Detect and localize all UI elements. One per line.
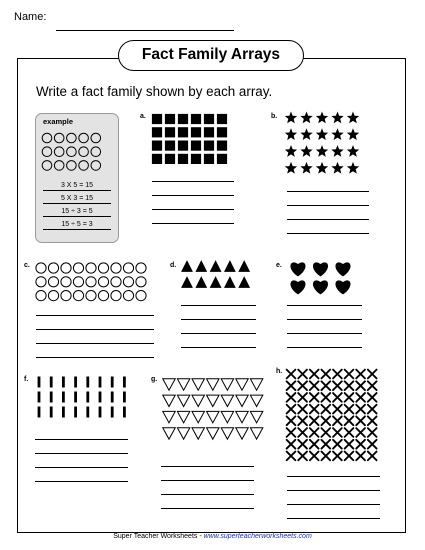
array-f-vertical-bar-r3c7 xyxy=(111,407,114,418)
array-h-x-mark-r7c7 xyxy=(356,440,365,449)
example-circle-r1c1 xyxy=(42,133,52,143)
array-a-square-r2c5 xyxy=(204,127,214,137)
example-equation-1: 3 X 5 = 15 xyxy=(60,182,94,189)
array-h-x-mark-r6c6 xyxy=(345,428,354,437)
array-h-x-mark-r3c1 xyxy=(287,393,296,402)
array-h-x-mark-r6c5 xyxy=(333,428,342,437)
array-e-heart-r2c1 xyxy=(290,280,305,294)
array-c-circle-r3c5 xyxy=(86,291,96,301)
array-b-star-r2c2 xyxy=(300,128,312,140)
array-c-circle-r2c8 xyxy=(123,277,133,287)
array-g-triangle-down-outline-r2c4 xyxy=(207,395,220,406)
array-h-x-mark-r7c2 xyxy=(298,440,307,449)
example-circle-r3c2 xyxy=(54,161,64,171)
array-f-vertical-bar-r3c1 xyxy=(38,407,41,418)
array-c-circle-r1c5 xyxy=(86,263,96,273)
array-b-star-r3c1 xyxy=(285,145,297,157)
array-h-x-mark-r7c6 xyxy=(345,440,354,449)
array-h-x-mark-r8c5 xyxy=(333,452,342,461)
array-a-square-r1c4 xyxy=(191,114,201,124)
array-g-triangle-down-outline-r2c5 xyxy=(221,395,234,406)
array-f-vertical-bar-r1c3 xyxy=(62,377,65,388)
array-b-star-r4c2 xyxy=(300,162,312,174)
array-a-square-r3c3 xyxy=(178,141,188,151)
array-c-circle-r3c7 xyxy=(111,291,121,301)
array-b-star-r1c4 xyxy=(331,112,343,124)
array-h-x-mark-r3c7 xyxy=(356,393,365,402)
example-circle-r1c2 xyxy=(54,133,64,143)
array-f-vertical-bar-r1c6 xyxy=(99,377,102,388)
example-circle-r2c5 xyxy=(91,147,101,157)
array-h-x-mark-r3c8 xyxy=(368,393,377,402)
array-d-triangle-r2c5 xyxy=(238,276,250,288)
array-h-x-mark-r2c8 xyxy=(368,381,377,390)
array-a-square-r4c2 xyxy=(165,154,175,164)
array-b-star-r1c2 xyxy=(300,112,312,124)
array-e-heart-r1c1 xyxy=(290,262,305,276)
array-h-x-mark-r3c4 xyxy=(321,393,330,402)
array-h-x-mark-r1c1 xyxy=(287,370,296,379)
array-b-star-r2c4 xyxy=(331,128,343,140)
array-g-triangle-down-outline-r4c1 xyxy=(163,428,176,439)
array-a-square-r2c4 xyxy=(191,127,201,137)
example-circle-r3c4 xyxy=(79,161,89,171)
array-d-triangle-r1c1 xyxy=(181,260,193,272)
array-b-star-r3c2 xyxy=(300,145,312,157)
example-circle-r1c4 xyxy=(79,133,89,143)
array-f-vertical-bar-r3c8 xyxy=(123,407,126,418)
array-f-vertical-bar-r3c2 xyxy=(50,407,53,418)
array-c-circle-r2c6 xyxy=(98,277,108,287)
problem-letter-b: b. xyxy=(271,113,278,120)
array-g-triangle-down-outline-r1c6 xyxy=(236,379,249,390)
array-b-star-r4c3 xyxy=(316,162,328,174)
array-c-circle-r3c4 xyxy=(73,291,83,301)
array-h-x-mark-r2c5 xyxy=(333,381,342,390)
array-g-triangle-down-outline-r4c5 xyxy=(221,428,234,439)
array-a-square-r4c3 xyxy=(178,154,188,164)
footer xyxy=(0,533,425,540)
array-h-x-mark-r8c7 xyxy=(356,452,365,461)
array-h-x-mark-r8c3 xyxy=(310,452,319,461)
array-h-x-mark-r5c3 xyxy=(310,416,319,425)
array-h-x-mark-r1c2 xyxy=(298,370,307,379)
array-a-square-r1c3 xyxy=(178,114,188,124)
array-a-square-r2c1 xyxy=(152,127,162,137)
array-g-triangle-down-outline-r2c6 xyxy=(236,395,249,406)
array-f-vertical-bar-r3c6 xyxy=(99,407,102,418)
array-h-x-mark-r4c6 xyxy=(345,405,354,414)
array-g-triangle-down-outline-r1c3 xyxy=(192,379,205,390)
array-g-triangle-down-outline-r4c6 xyxy=(236,428,249,439)
example-circle-r3c5 xyxy=(91,161,101,171)
instructions: Write a fact family shown by each array. xyxy=(36,84,273,99)
problem-letter-d: d. xyxy=(170,262,177,269)
array-e-heart-r1c3 xyxy=(335,262,350,276)
array-c-circle-r2c1 xyxy=(36,277,46,287)
array-f-vertical-bar-r2c2 xyxy=(50,392,53,403)
array-g-triangle-down-outline-r1c7 xyxy=(250,379,263,390)
array-f-vertical-bar-r1c8 xyxy=(123,377,126,388)
array-g-triangle-down-outline-r1c5 xyxy=(221,379,234,390)
array-c-circle-r1c9 xyxy=(136,263,146,273)
array-d-triangle-r1c4 xyxy=(224,260,236,272)
array-a-square-r1c1 xyxy=(152,114,162,124)
array-d-triangle-r2c3 xyxy=(210,276,222,288)
array-c-circle-r2c3 xyxy=(61,277,71,287)
example-label: example xyxy=(43,117,74,126)
array-h-x-mark-r8c2 xyxy=(298,452,307,461)
example-circle-r2c2 xyxy=(54,147,64,157)
array-h-x-mark-r6c4 xyxy=(321,428,330,437)
array-c-circle-r3c2 xyxy=(48,291,58,301)
array-d-triangle-r2c2 xyxy=(195,276,207,288)
array-f-vertical-bar-r1c2 xyxy=(50,377,53,388)
array-h-x-mark-r1c4 xyxy=(321,370,330,379)
array-f-vertical-bar-r2c3 xyxy=(62,392,65,403)
array-h-x-mark-r1c8 xyxy=(368,370,377,379)
array-g-triangle-down-outline-r1c4 xyxy=(207,379,220,390)
array-h-x-mark-r7c5 xyxy=(333,440,342,449)
array-c-circle-r3c9 xyxy=(136,291,146,301)
array-h-x-mark-r5c2 xyxy=(298,416,307,425)
array-g-triangle-down-outline-r2c1 xyxy=(163,395,176,406)
array-a-square-r4c1 xyxy=(152,154,162,164)
footer-url-link[interactable]: www.superteacherworksheets.com xyxy=(203,533,312,540)
array-g-triangle-down-outline-r3c7 xyxy=(250,411,263,422)
array-g-triangle-down-outline-r4c4 xyxy=(207,428,220,439)
array-b-star-r3c4 xyxy=(331,145,343,157)
array-c-circle-r1c4 xyxy=(73,263,83,273)
array-b-star-r4c5 xyxy=(347,162,359,174)
array-h-x-mark-r5c6 xyxy=(345,416,354,425)
array-h-x-mark-r8c8 xyxy=(368,452,377,461)
array-b-star-r1c1 xyxy=(285,112,297,124)
array-d-triangle-r1c5 xyxy=(238,260,250,272)
array-h-x-mark-r5c8 xyxy=(368,416,377,425)
array-d-triangle-r1c3 xyxy=(210,260,222,272)
array-c-circle-r3c8 xyxy=(123,291,133,301)
array-a-square-r2c3 xyxy=(178,127,188,137)
array-g-triangle-down-outline-r4c3 xyxy=(192,428,205,439)
array-c-circle-r2c9 xyxy=(136,277,146,287)
array-h-x-mark-r4c4 xyxy=(321,405,330,414)
example-circle-r3c3 xyxy=(67,161,77,171)
array-g-triangle-down-outline-r2c7 xyxy=(250,395,263,406)
array-h-x-mark-r4c2 xyxy=(298,405,307,414)
array-g-triangle-down-outline-r3c4 xyxy=(207,411,220,422)
page-title: Fact Family Arrays xyxy=(118,40,304,71)
array-b-star-r3c3 xyxy=(316,145,328,157)
array-b-star-r1c5 xyxy=(347,112,359,124)
array-h-x-mark-r4c8 xyxy=(368,405,377,414)
array-a-square-r3c2 xyxy=(165,141,175,151)
array-f-vertical-bar-r2c8 xyxy=(123,392,126,403)
array-h-x-mark-r8c6 xyxy=(345,452,354,461)
array-d-triangle-r2c1 xyxy=(181,276,193,288)
array-c-circle-r2c4 xyxy=(73,277,83,287)
example-equation-2: 5 X 3 = 15 xyxy=(60,195,94,202)
array-b-star-r4c4 xyxy=(331,162,343,174)
array-c-circle-r1c3 xyxy=(61,263,71,273)
array-a-square-r1c2 xyxy=(165,114,175,124)
array-h-x-mark-r2c7 xyxy=(356,381,365,390)
array-c-circle-r1c8 xyxy=(123,263,133,273)
array-f-vertical-bar-r1c7 xyxy=(111,377,114,388)
array-a-square-r3c6 xyxy=(217,141,227,151)
array-h-x-mark-r5c1 xyxy=(287,416,296,425)
array-c-circle-r2c2 xyxy=(48,277,58,287)
array-c-circle-r3c6 xyxy=(98,291,108,301)
problem-letter-e: e. xyxy=(276,262,282,269)
example-circle-r1c3 xyxy=(67,133,77,143)
array-g-triangle-down-outline-r4c2 xyxy=(177,428,190,439)
array-b-star-r2c3 xyxy=(316,128,328,140)
array-h-x-mark-r2c2 xyxy=(298,381,307,390)
array-g-triangle-down-outline-r3c2 xyxy=(177,411,190,422)
problem-letter-f: f. xyxy=(24,376,29,383)
name-label: Name: xyxy=(14,11,47,23)
array-b-star-r3c5 xyxy=(347,145,359,157)
array-h-x-mark-r3c6 xyxy=(345,393,354,402)
array-a-square-r4c6 xyxy=(217,154,227,164)
array-f-vertical-bar-r1c4 xyxy=(74,377,77,388)
array-h-x-mark-r5c7 xyxy=(356,416,365,425)
array-h-x-mark-r2c3 xyxy=(310,381,319,390)
example-circle-r2c4 xyxy=(79,147,89,157)
array-f-vertical-bar-r2c7 xyxy=(111,392,114,403)
array-c-circle-r3c1 xyxy=(36,291,46,301)
array-f-vertical-bar-r3c5 xyxy=(86,407,89,418)
array-h-x-mark-r6c3 xyxy=(310,428,319,437)
example-equation-3: 15 ÷ 3 = 5 xyxy=(61,208,93,215)
array-h-x-mark-r1c6 xyxy=(345,370,354,379)
array-a-square-r1c5 xyxy=(204,114,214,124)
array-e-heart-r2c2 xyxy=(313,280,328,294)
array-h-x-mark-r5c4 xyxy=(321,416,330,425)
array-h-x-mark-r6c2 xyxy=(298,428,307,437)
array-g-triangle-down-outline-r3c1 xyxy=(163,411,176,422)
array-g-triangle-down-outline-r1c2 xyxy=(177,379,190,390)
problem-letter-h: h. xyxy=(276,368,283,375)
array-a-square-r4c4 xyxy=(191,154,201,164)
array-c-circle-r1c7 xyxy=(111,263,121,273)
array-g-triangle-down-outline-r3c5 xyxy=(221,411,234,422)
array-a-square-r2c2 xyxy=(165,127,175,137)
array-f-vertical-bar-r2c5 xyxy=(86,392,89,403)
problem-letter-a: a. xyxy=(140,113,146,120)
problem-letter-c: c. xyxy=(24,262,30,269)
array-g-triangle-down-outline-r1c1 xyxy=(163,379,176,390)
array-f-vertical-bar-r1c5 xyxy=(86,377,89,388)
array-g-triangle-down-outline-r4c7 xyxy=(250,428,263,439)
array-b-star-r2c5 xyxy=(347,128,359,140)
array-c-circle-r2c5 xyxy=(86,277,96,287)
array-h-x-mark-r3c3 xyxy=(310,393,319,402)
array-c-circle-r2c7 xyxy=(111,277,121,287)
array-h-x-mark-r4c7 xyxy=(356,405,365,414)
array-h-x-mark-r1c5 xyxy=(333,370,342,379)
array-f-vertical-bar-r2c1 xyxy=(38,392,41,403)
problem-letter-g: g. xyxy=(151,376,158,383)
array-h-x-mark-r4c1 xyxy=(287,405,296,414)
array-h-x-mark-r8c4 xyxy=(321,452,330,461)
example-circle-r1c5 xyxy=(91,133,101,143)
array-b-star-r1c3 xyxy=(316,112,328,124)
array-h-x-mark-r4c5 xyxy=(333,405,342,414)
array-h-x-mark-r1c3 xyxy=(310,370,319,379)
array-h-x-mark-r7c1 xyxy=(287,440,296,449)
array-h-x-mark-r6c7 xyxy=(356,428,365,437)
array-h-x-mark-r8c1 xyxy=(287,452,296,461)
array-e-heart-r1c2 xyxy=(313,262,328,276)
array-h-x-mark-r6c8 xyxy=(368,428,377,437)
example-equation-4: 15 ÷ 5 = 3 xyxy=(61,221,93,228)
array-f-vertical-bar-r3c3 xyxy=(62,407,65,418)
array-c-circle-r1c6 xyxy=(98,263,108,273)
example-circle-r2c1 xyxy=(42,147,52,157)
array-e-heart-r2c3 xyxy=(335,280,350,294)
array-h-x-mark-r7c3 xyxy=(310,440,319,449)
array-h-x-mark-r2c6 xyxy=(345,381,354,390)
array-h-x-mark-r3c2 xyxy=(298,393,307,402)
array-d-triangle-r1c2 xyxy=(195,260,207,272)
array-h-x-mark-r4c3 xyxy=(310,405,319,414)
array-h-x-mark-r2c4 xyxy=(321,381,330,390)
array-h-x-mark-r7c8 xyxy=(368,440,377,449)
array-a-square-r1c6 xyxy=(217,114,227,124)
array-h-x-mark-r5c5 xyxy=(333,416,342,425)
array-c-circle-r3c3 xyxy=(61,291,71,301)
array-h-x-mark-r1c7 xyxy=(356,370,365,379)
array-g-triangle-down-outline-r3c3 xyxy=(192,411,205,422)
array-a-square-r3c1 xyxy=(152,141,162,151)
array-a-square-r2c6 xyxy=(217,127,227,137)
array-f-vertical-bar-r1c1 xyxy=(38,377,41,388)
array-b-star-r4c1 xyxy=(285,162,297,174)
array-a-square-r4c5 xyxy=(204,154,214,164)
array-a-square-r3c4 xyxy=(191,141,201,151)
array-g-triangle-down-outline-r2c3 xyxy=(192,395,205,406)
array-g-triangle-down-outline-r3c6 xyxy=(236,411,249,422)
array-f-vertical-bar-r2c6 xyxy=(99,392,102,403)
array-h-x-mark-r2c1 xyxy=(287,381,296,390)
example-circle-r2c3 xyxy=(67,147,77,157)
array-f-vertical-bar-r3c4 xyxy=(74,407,77,418)
example-circle-r3c1 xyxy=(42,161,52,171)
array-a-square-r3c5 xyxy=(204,141,214,151)
array-h-x-mark-r6c1 xyxy=(287,428,296,437)
array-c-circle-r1c2 xyxy=(48,263,58,273)
array-c-circle-r1c1 xyxy=(36,263,46,273)
array-f-vertical-bar-r2c4 xyxy=(74,392,77,403)
array-h-x-mark-r7c4 xyxy=(321,440,330,449)
footer-text: Super Teacher Worksheets - xyxy=(113,533,204,540)
array-d-triangle-r2c4 xyxy=(224,276,236,288)
array-h-x-mark-r3c5 xyxy=(333,393,342,402)
array-g-triangle-down-outline-r2c2 xyxy=(177,395,190,406)
array-b-star-r2c1 xyxy=(285,128,297,140)
